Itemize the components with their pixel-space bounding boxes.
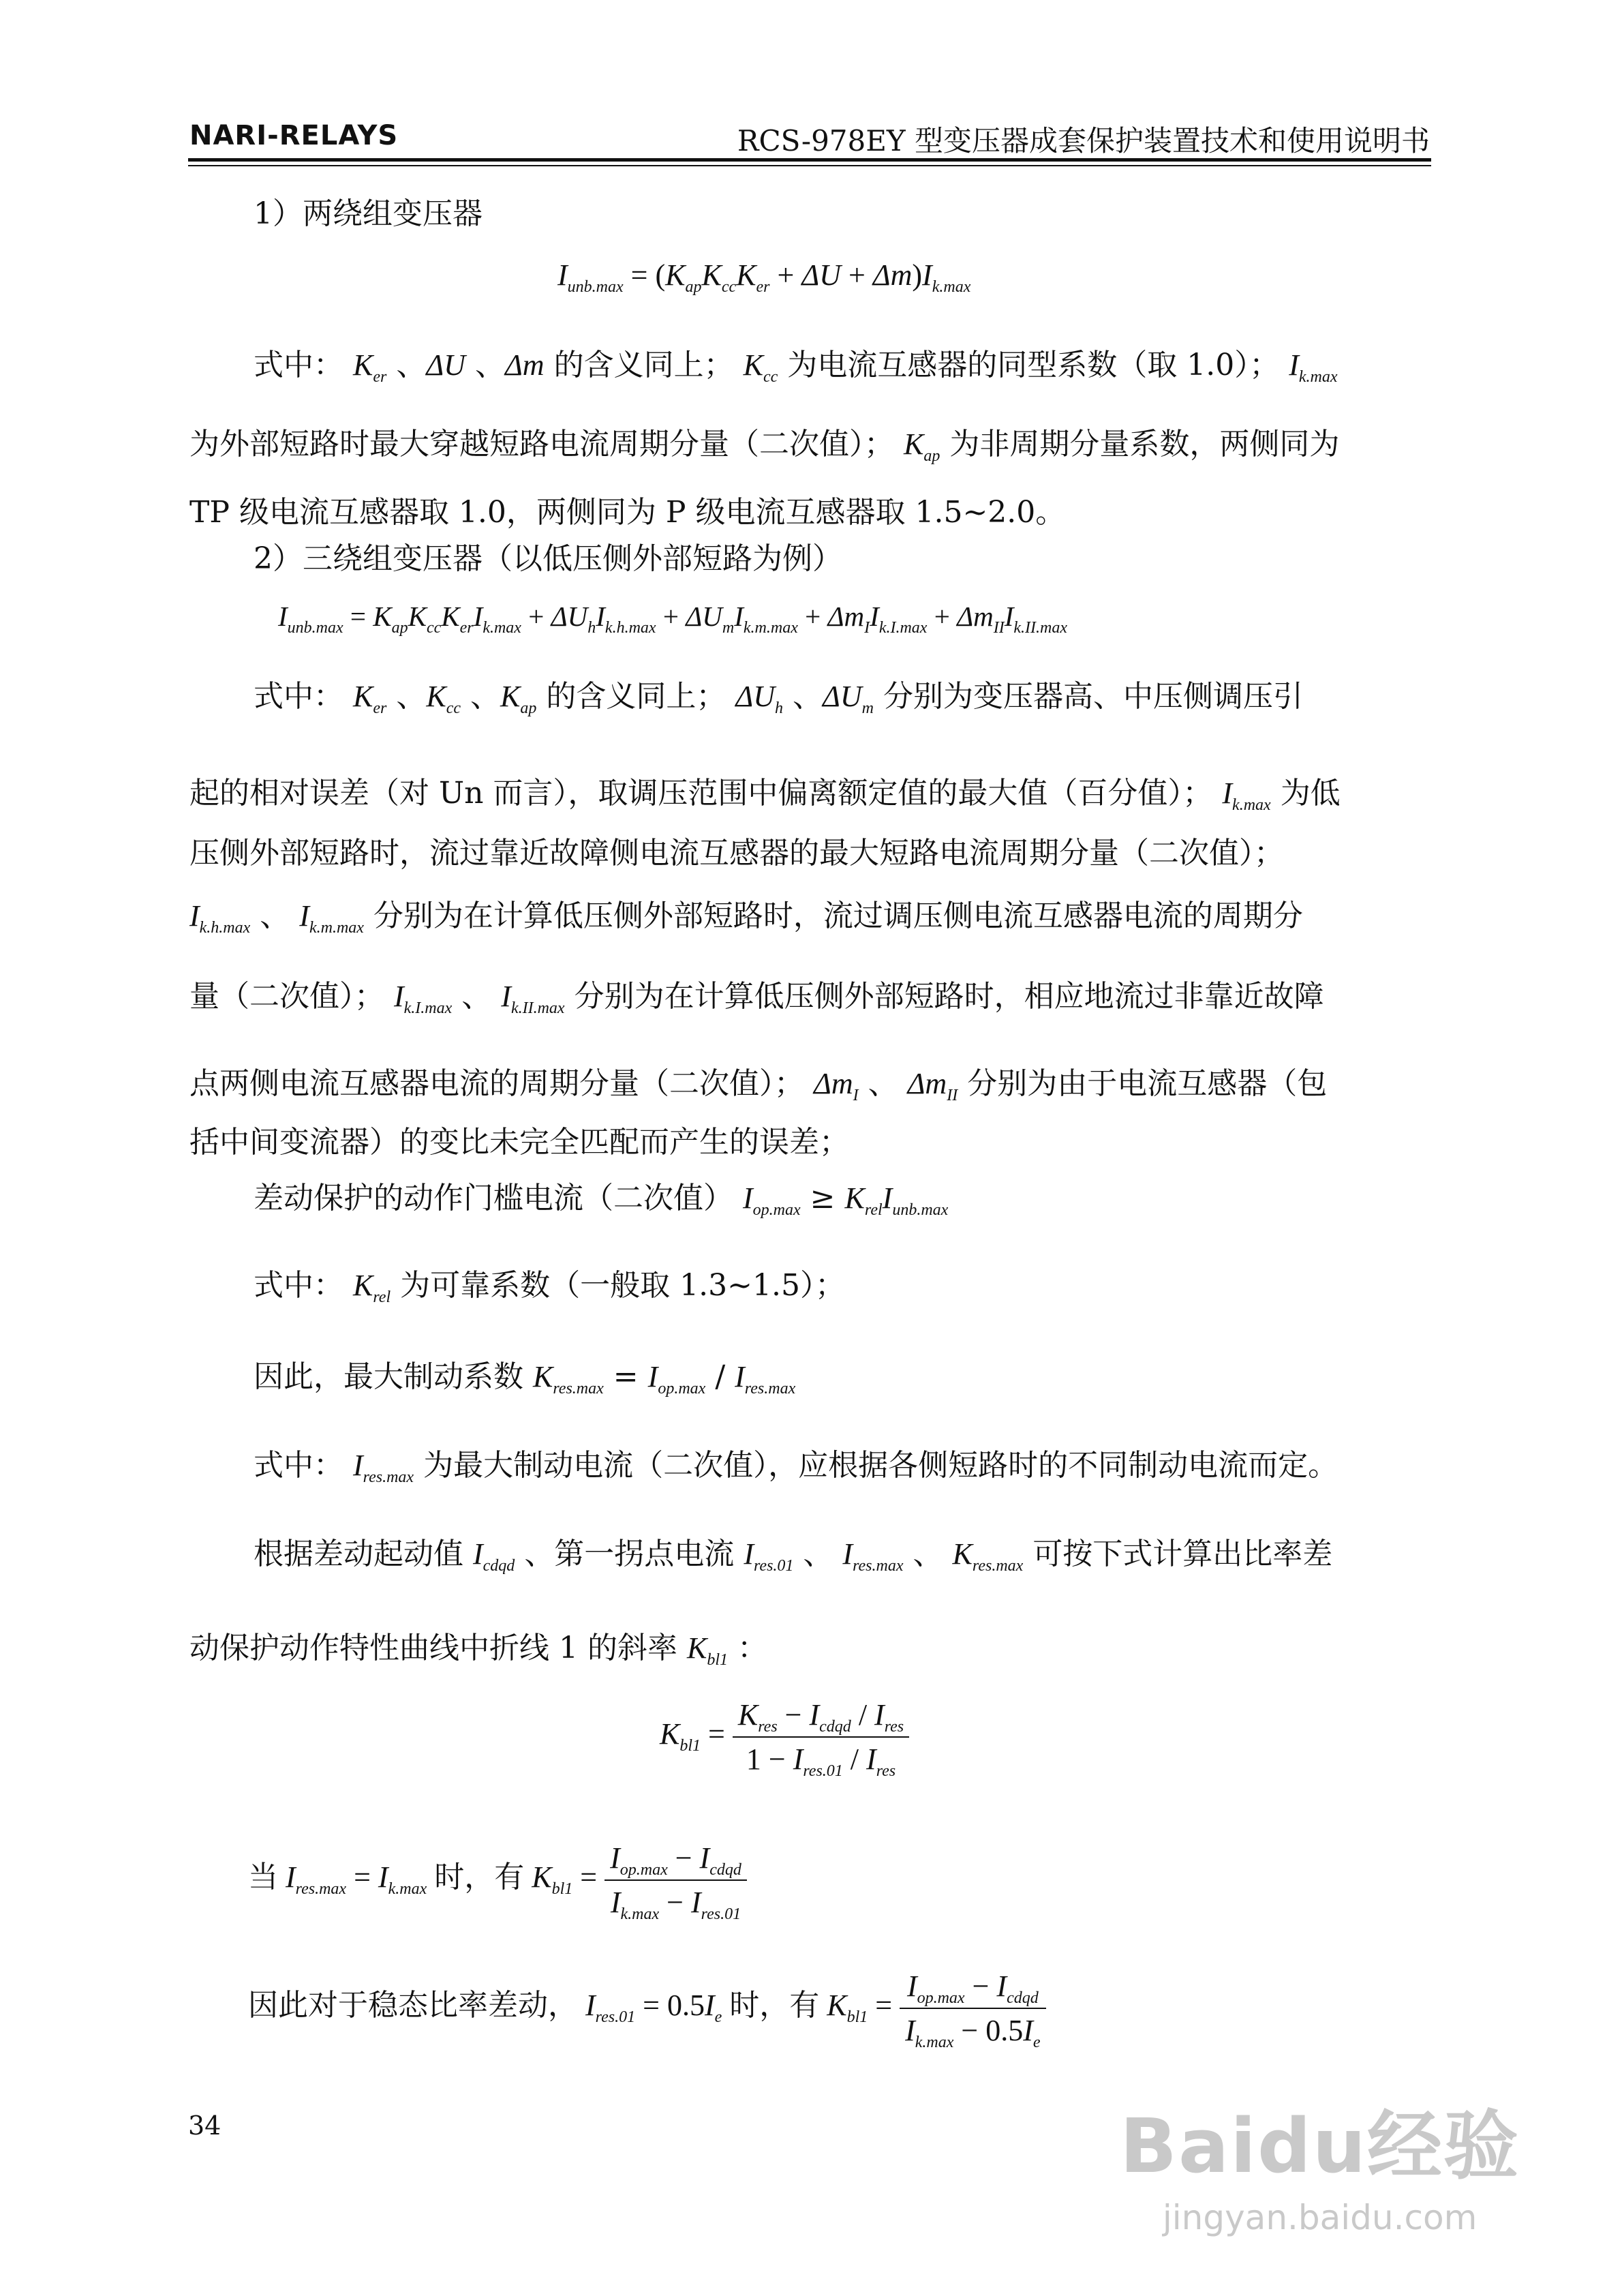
page-number: 34 xyxy=(188,2111,221,2141)
paragraph-ires-max: 式中： $I_{res.max}$ 为最大制动电流（二次值），应根据各侧短路时的不同制动电流而定。 xyxy=(254,1448,1338,1486)
header-brand: NARI-RELAYS xyxy=(189,120,399,151)
paragraph-line-7: $I_{k.h.max}$ 、 $I_{k.m.max}$ 分别为在计算低压侧外部短路时，流过调压侧电流互感器电流的周期分 xyxy=(189,898,1303,937)
header-rule-thin xyxy=(188,165,1431,166)
paragraph-krel: 式中： $K_{rel}$ 为可靠系数（一般取 1.3~1.5）； xyxy=(254,1268,845,1306)
section-title-three-winding: 2）三绕组变压器（以低压侧外部短路为例） xyxy=(254,541,842,576)
paragraph-where-1: 式中： $K_{er}$ 、ΔU 、Δm 的含义同上； $K_{cc}$ 为电流互感器的同型系数（取 1.0）； $I_{k.max}$ xyxy=(254,348,1338,386)
formula-iunb-three-winding: $I_{unb.max} = K_{ap}K_{cc}K_{er}I_{k.max} + \Delta U_hI_{k.h.max} + \Delta U_mI_{k.m.max} + \Delta m_II_{k.I.max} + \Delta m_{II}I_{k.II.max}$ xyxy=(278,601,1068,637)
watermark xyxy=(1120,2086,1520,2237)
paragraph-line-9: 点两侧电流互感器电流的周期分量（二次值）； $\Delta m_I$ 、 $\Delta m_{II}$ 分别为由于电流互感器（包 xyxy=(189,1066,1328,1104)
paragraph-slope-kbl1: 动保护动作特性曲线中折线 1 的斜率 $K_{bl1}$ ： xyxy=(189,1631,767,1669)
header-title: RCS-978EY 型变压器成套保护装置技术和使用说明书 xyxy=(737,124,1430,157)
paragraph-line-3: TP 级电流互感器取 1.0，两侧同为 P 级电流互感器取 1.5~2.0。 xyxy=(189,495,1066,530)
header-rule xyxy=(188,158,1431,162)
watermark-url: jingyan.baidu.com xyxy=(1162,2198,1478,2237)
paragraph-line-5: 起的相对误差（对 Un 而言），取调压范围中偏离额定值的最大值（百分值）； $I_{k.max}$ 为低 xyxy=(189,776,1341,814)
formula-iunb-two-winding: $I_{unb.max} = (K_{ap}K_{cc}K_{er} + \Delta U + \Delta m)I_{k.max}$ xyxy=(557,258,971,296)
paragraph-line-10: 括中间变流器）的变比未完全匹配而产生的误差； xyxy=(189,1125,849,1160)
paragraph-line-6: 压侧外部短路时，流过靠近故障侧电流互感器的最大短路电流周期分量（二次值）； xyxy=(189,836,1284,871)
section-title-two-winding: 1）两绕组变压器 xyxy=(254,196,483,231)
formula-kbl1-general: $K_{bl1}$ = $\frac{K_{res} - I_{cdqd} / I_{res}}{1 - I_{res.01} / I_{res}}$ xyxy=(660,1697,909,1777)
paragraph-line-2: 为外部短路时最大穿越短路电流周期分量（二次值）； $K_{ap}$ 为非周期分量系数，两侧同为 xyxy=(189,427,1340,465)
watermark-brand: Baidu经验 xyxy=(1120,2102,1520,2190)
paragraph-kres-max: 因此，最大制动系数 $K_{res.max} = I_{op.max} / I_{res.max}$ xyxy=(254,1359,796,1398)
formula-kbl1-case: 当 $I_{res.max} = I_{k.max}$ 时，有 $K_{bl1}$ = $\frac{I_{op.max} - I_{cdqd}}{I_{k.max} - I_{res.01}}$ xyxy=(248,1841,747,1920)
formula-kbl1-steady: 因此对于稳态比率差动， $I_{res.01} = 0.5I_e$ 时，有 $K_{bl1}$ = $\frac{I_{op.max} - I_{cdqd}}{I_{k.max} - 0.5I_e}$ xyxy=(248,1969,1046,2048)
paragraph-op-threshold: 差动保护的动作门槛电流（二次值） $I_{op.max} \ge K_{rel}I_{unb.max}$ xyxy=(254,1181,949,1219)
paragraph-where-2: 式中： $K_{er}$ 、$K_{cc}$ 、$K_{ap}$ 的含义同上； $\Delta U_h$ 、$\Delta U_m$ 分别为变压器高、中压侧调压引 xyxy=(254,679,1303,717)
paragraph-line-8: 量（二次值）； $I_{k.I.max}$ 、 $I_{k.II.max}$ 分别为在计算低压侧外部短路时，相应地流过非靠近故障 xyxy=(189,979,1324,1017)
paragraph-calc-slope: 根据差动起动值 $I_{cdqd}$ 、第一拐点电流 $I_{res.01}$ 、 $I_{res.max}$ 、 $K_{res.max}$ 可按下式计算出比率差 xyxy=(254,1537,1333,1575)
